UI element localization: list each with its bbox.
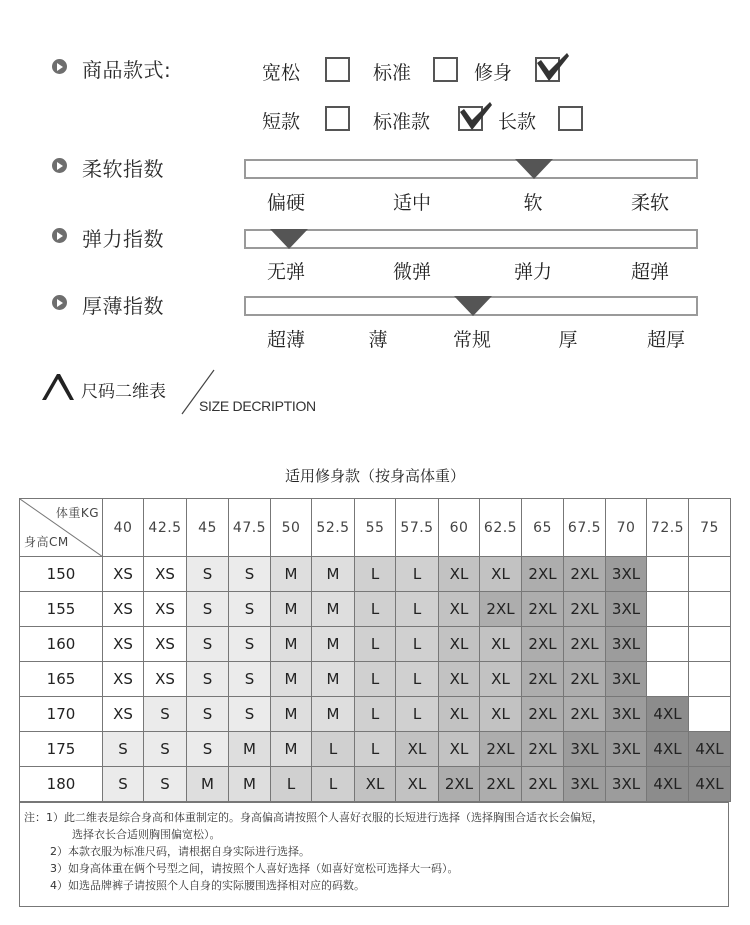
size-cell: S <box>229 557 271 592</box>
size-cell: XS <box>103 627 144 662</box>
softness-option: 柔软 <box>630 192 670 214</box>
size-table-row <box>20 767 731 802</box>
size-cell: L <box>396 627 439 662</box>
size-cell: XS <box>103 662 144 697</box>
size-cell: S <box>187 557 229 592</box>
size-cell: 3XL <box>606 662 647 697</box>
size-cell: 2XL <box>522 592 564 627</box>
size-cell: L <box>355 697 396 732</box>
size-cell: L <box>312 767 355 802</box>
size-cell: 2XL <box>564 557 606 592</box>
thickness-option: 超厚 <box>646 329 686 351</box>
size-cell: 2XL <box>480 592 522 627</box>
size-cell: S <box>103 767 144 802</box>
length-option-short-checkbox[interactable] <box>325 106 350 131</box>
elasticity-bullet-icon <box>52 228 67 243</box>
size-cell: 2XL <box>564 697 606 732</box>
size-cell <box>689 627 731 662</box>
style-option-slim-checkbox[interactable] <box>535 57 560 82</box>
softness-option: 偏硬 <box>266 192 306 214</box>
size-cell: S <box>187 627 229 662</box>
thickness-option: 薄 <box>368 329 388 351</box>
note-line: 注：1）此二维表是综合身高和体重制定的。身高偏高请按照个人喜好衣服的长短进行选择（选择胸围合适衣长会偏短， <box>24 811 603 824</box>
size-cell <box>647 662 689 697</box>
size-cell: XL <box>480 697 522 732</box>
size-cell: XS <box>144 662 187 697</box>
size-cell: 4XL <box>647 767 689 802</box>
size-cell: L <box>355 557 396 592</box>
table-caption: 适用修身款（按身高体重） <box>284 467 465 485</box>
height-header-cell: 155 <box>20 592 103 627</box>
thickness-bullet-icon <box>52 295 67 310</box>
style-section-label: 商品款式: <box>82 58 172 82</box>
size-cell: 2XL <box>480 732 522 767</box>
size-section-title: 尺码二维表 <box>81 382 166 402</box>
size-cell: 3XL <box>606 592 647 627</box>
size-cell: S <box>144 732 187 767</box>
weight-header-cell: 47.5 <box>229 499 271 557</box>
length-option-long-label: 长款 <box>498 111 537 133</box>
size-cell: L <box>396 592 439 627</box>
size-cell: S <box>103 732 144 767</box>
size-cell: S <box>144 767 187 802</box>
size-cell: L <box>396 557 439 592</box>
size-cell: XS <box>144 627 187 662</box>
style-option-slim-label: 修身 <box>474 62 513 84</box>
size-cell: L <box>355 592 396 627</box>
size-table-row <box>20 732 731 767</box>
size-cell: M <box>271 662 312 697</box>
size-table-row <box>20 662 731 697</box>
size-cell: 2XL <box>522 732 564 767</box>
note-line: 4）如选品牌裤子请按照个人自身的实际腰围选择相对应的码数。 <box>50 879 365 892</box>
thickness-label: 厚薄指数 <box>82 294 164 318</box>
size-cell: 2XL <box>480 767 522 802</box>
size-cell: M <box>312 557 355 592</box>
size-cell: XL <box>355 767 396 802</box>
size-cell: M <box>271 557 312 592</box>
elasticity-option: 无弹 <box>266 261 306 283</box>
size-cell: L <box>355 662 396 697</box>
size-cell: XL <box>396 767 439 802</box>
size-cell: XL <box>439 592 480 627</box>
height-header-cell: 165 <box>20 662 103 697</box>
style-bullet-icon <box>52 59 67 74</box>
size-cell: S <box>187 592 229 627</box>
size-cell: 2XL <box>564 662 606 697</box>
length-option-long-checkbox[interactable] <box>558 106 583 131</box>
size-cell: 2XL <box>522 697 564 732</box>
weight-header-cell: 65 <box>522 499 564 557</box>
height-header-cell: 175 <box>20 732 103 767</box>
weight-header-cell: 67.5 <box>564 499 606 557</box>
size-cell: L <box>396 662 439 697</box>
weight-header-cell: 62.5 <box>480 499 522 557</box>
weight-header-cell: 72.5 <box>647 499 689 557</box>
size-cell: M <box>229 767 271 802</box>
size-cell: L <box>355 627 396 662</box>
size-cell: S <box>229 592 271 627</box>
size-cell: XL <box>439 732 480 767</box>
size-section-subtitle: SIZE DECRIPTION <box>199 398 316 414</box>
weight-header-cell: 70 <box>606 499 647 557</box>
softness-label: 柔软指数 <box>82 157 164 181</box>
softness-bullet-icon <box>52 158 67 173</box>
length-option-short-label: 短款 <box>262 111 301 133</box>
size-cell: S <box>187 732 229 767</box>
size-cell: M <box>312 697 355 732</box>
size-cell: M <box>312 627 355 662</box>
size-heading-caret-icon <box>40 372 76 402</box>
size-cell: M <box>271 732 312 767</box>
size-table-row <box>20 627 731 662</box>
size-cell: XS <box>103 592 144 627</box>
softness-option: 软 <box>523 192 543 214</box>
elasticity-scale-bar <box>244 229 698 249</box>
size-cell: 3XL <box>564 767 606 802</box>
table-corner-cell <box>20 499 103 557</box>
size-cell: XL <box>480 627 522 662</box>
size-cell: XL <box>396 732 439 767</box>
size-cell: L <box>396 697 439 732</box>
size-cell <box>647 557 689 592</box>
size-table-row <box>20 557 731 592</box>
notes-box <box>19 802 729 907</box>
elasticity-option: 超弹 <box>630 261 670 283</box>
weight-header-cell: 52.5 <box>312 499 355 557</box>
size-cell: L <box>355 732 396 767</box>
size-cell: M <box>271 627 312 662</box>
thickness-option: 超薄 <box>266 329 306 351</box>
checkmark-icon <box>458 98 494 134</box>
size-cell: 2XL <box>564 592 606 627</box>
size-cell: S <box>229 662 271 697</box>
size-table-row <box>20 592 731 627</box>
size-cell: S <box>144 697 187 732</box>
size-cell: 4XL <box>689 767 731 802</box>
size-cell: M <box>312 662 355 697</box>
size-cell <box>689 557 731 592</box>
size-cell: S <box>229 627 271 662</box>
thickness-option: 常规 <box>452 329 492 351</box>
size-cell: XL <box>439 662 480 697</box>
size-cell: XS <box>103 697 144 732</box>
size-cell: 2XL <box>522 662 564 697</box>
length-option-standard-label: 标准款 <box>373 111 431 133</box>
size-cell: XL <box>439 627 480 662</box>
size-cell: XS <box>144 557 187 592</box>
size-cell: 4XL <box>647 732 689 767</box>
size-cell: 2XL <box>439 767 480 802</box>
size-cell: 3XL <box>606 627 647 662</box>
size-cell: XS <box>144 592 187 627</box>
size-cell: L <box>312 732 355 767</box>
size-cell: XS <box>103 557 144 592</box>
style-option-standard-checkbox[interactable] <box>433 57 458 82</box>
size-cell <box>689 697 731 732</box>
size-cell: M <box>271 592 312 627</box>
size-cell: 2XL <box>522 767 564 802</box>
weight-axis-label: 体重KG <box>55 506 99 520</box>
style-option-loose-checkbox[interactable] <box>325 57 350 82</box>
elasticity-option: 微弹 <box>392 261 432 283</box>
weight-header-cell: 60 <box>439 499 480 557</box>
size-table-row <box>20 697 731 732</box>
size-cell: 4XL <box>647 697 689 732</box>
size-cell: XL <box>439 697 480 732</box>
size-cell: XL <box>480 662 522 697</box>
weight-header-cell: 45 <box>187 499 229 557</box>
size-cell: 3XL <box>606 732 647 767</box>
size-cell: 3XL <box>564 732 606 767</box>
size-cell: S <box>187 662 229 697</box>
height-header-cell: 170 <box>20 697 103 732</box>
size-cell: M <box>187 767 229 802</box>
elasticity-pointer-icon <box>270 229 308 249</box>
size-cell: M <box>229 732 271 767</box>
length-option-standard-checkbox[interactable] <box>458 106 483 131</box>
weight-header-cell: 57.5 <box>396 499 439 557</box>
size-table <box>19 498 731 802</box>
note-line: 3）如身高体重在俩个号型之间，请按照个人喜好选择（如喜好宽松可选择大一码）。 <box>50 862 459 875</box>
checkmark-icon <box>535 49 571 85</box>
size-cell: M <box>312 592 355 627</box>
weight-header-cell: 42.5 <box>144 499 187 557</box>
size-cell: 2XL <box>522 557 564 592</box>
style-option-standard-label: 标准 <box>373 62 412 84</box>
thickness-option: 厚 <box>558 329 578 351</box>
height-header-cell: 150 <box>20 557 103 592</box>
style-option-loose-label: 宽松 <box>262 62 301 84</box>
size-cell <box>689 592 731 627</box>
weight-header-cell: 40 <box>103 499 144 557</box>
size-cell: 3XL <box>606 767 647 802</box>
size-cell: 3XL <box>606 697 647 732</box>
size-cell: XL <box>439 557 480 592</box>
height-header-cell: 160 <box>20 627 103 662</box>
size-cell: 2XL <box>522 627 564 662</box>
softness-scale-bar <box>244 159 698 179</box>
thickness-pointer-icon <box>454 296 492 316</box>
size-cell: S <box>229 697 271 732</box>
size-cell: XL <box>480 557 522 592</box>
size-cell: S <box>187 697 229 732</box>
size-cell: L <box>271 767 312 802</box>
softness-pointer-icon <box>515 159 553 179</box>
height-axis-label: 身高CM <box>24 535 69 549</box>
size-cell <box>689 662 731 697</box>
size-cell: M <box>271 697 312 732</box>
size-cell <box>647 592 689 627</box>
size-cell: 3XL <box>606 557 647 592</box>
weight-header-cell: 75 <box>689 499 731 557</box>
size-table-header-row <box>20 499 731 557</box>
size-cell: 4XL <box>689 732 731 767</box>
note-line: 选择衣长合适则胸围偏宽松）。 <box>72 828 221 841</box>
weight-header-cell: 50 <box>271 499 312 557</box>
softness-option: 适中 <box>392 192 432 214</box>
size-cell: 2XL <box>564 627 606 662</box>
height-header-cell: 180 <box>20 767 103 802</box>
elasticity-option: 弹力 <box>513 261 553 283</box>
size-cell <box>647 627 689 662</box>
weight-header-cell: 55 <box>355 499 396 557</box>
elasticity-label: 弹力指数 <box>82 227 164 251</box>
note-line: 2）本款衣服为标准尺码，请根据自身实际进行选择。 <box>50 845 310 858</box>
